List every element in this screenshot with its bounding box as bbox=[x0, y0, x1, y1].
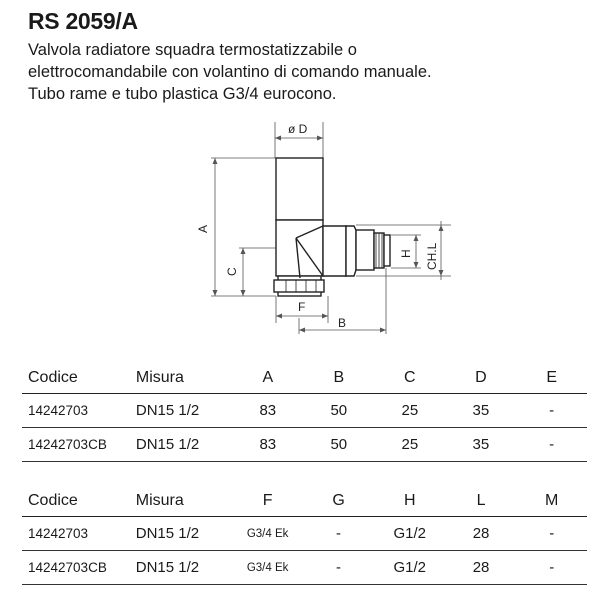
cell-a: 83 bbox=[232, 428, 303, 462]
cell-misura: DN15 1/2 bbox=[136, 428, 232, 462]
cell-g: - bbox=[303, 517, 373, 551]
header-c: C bbox=[374, 363, 445, 394]
header-f: F bbox=[232, 486, 303, 517]
header-d: D bbox=[445, 363, 516, 394]
table-row bbox=[22, 428, 587, 462]
cell-l: 28 bbox=[446, 551, 517, 585]
description-line: Tubo rame e tubo plastica G3/4 eurocono. bbox=[28, 85, 337, 103]
header-codice: Codice bbox=[22, 486, 136, 517]
dimension-a-label: A bbox=[196, 224, 210, 233]
table-header-row bbox=[22, 363, 587, 394]
cell-misura: DN15 1/2 bbox=[136, 551, 232, 585]
cell-codice: 14242703CB bbox=[22, 428, 136, 462]
cell-e: - bbox=[516, 394, 587, 428]
cell-misura: DN15 1/2 bbox=[136, 394, 232, 428]
table-header-row bbox=[22, 486, 587, 517]
header-m: M bbox=[516, 486, 587, 517]
dimensions-table-1 bbox=[22, 363, 587, 462]
dimensions-table-2 bbox=[22, 486, 587, 585]
cell-m: - bbox=[516, 551, 587, 585]
dimension-b-label: B bbox=[338, 316, 347, 330]
header-l: L bbox=[446, 486, 517, 517]
header-misura: Misura bbox=[136, 486, 232, 517]
header-misura: Misura bbox=[136, 363, 232, 394]
description-line: Valvola radiatore squadra termostatizzabile o bbox=[28, 41, 357, 59]
cell-e: - bbox=[516, 428, 587, 462]
cell-b: 50 bbox=[303, 394, 374, 428]
product-code-title: RS 2059/A bbox=[28, 8, 138, 34]
header-g: G bbox=[303, 486, 373, 517]
cell-f: G3/4 Ek bbox=[232, 517, 303, 551]
cell-c: 25 bbox=[374, 428, 445, 462]
cell-c: 25 bbox=[374, 394, 445, 428]
cell-h: G1/2 bbox=[374, 517, 446, 551]
cell-g: - bbox=[303, 551, 373, 585]
dimension-f-label: F bbox=[298, 300, 306, 314]
dimension-chl-label: CH.L bbox=[425, 242, 439, 270]
cell-codice: 14242703 bbox=[22, 517, 136, 551]
dimension-h-label: H bbox=[399, 249, 413, 258]
product-description bbox=[28, 39, 588, 105]
header-h: H bbox=[374, 486, 446, 517]
cell-f: G3/4 Ek bbox=[232, 551, 303, 585]
cell-a: 83 bbox=[232, 394, 303, 428]
cell-d: 35 bbox=[445, 428, 516, 462]
header-e: E bbox=[516, 363, 587, 394]
table-row bbox=[22, 551, 587, 585]
cell-d: 35 bbox=[445, 394, 516, 428]
cell-codice: 14242703CB bbox=[22, 551, 136, 585]
header-codice: Codice bbox=[22, 363, 136, 394]
table-row bbox=[22, 394, 587, 428]
cell-codice: 14242703 bbox=[22, 394, 136, 428]
header-a: A bbox=[232, 363, 303, 394]
header-b: B bbox=[303, 363, 374, 394]
cell-m: - bbox=[516, 517, 587, 551]
description-line: elettrocomandabile con volantino di comando manuale. bbox=[28, 63, 432, 81]
cell-l: 28 bbox=[446, 517, 517, 551]
cell-b: 50 bbox=[303, 428, 374, 462]
valve-technical-drawing bbox=[196, 118, 466, 348]
dimension-c-label: C bbox=[225, 267, 239, 276]
diameter-label: ø D bbox=[288, 122, 308, 136]
cell-h: G1/2 bbox=[374, 551, 446, 585]
cell-misura: DN15 1/2 bbox=[136, 517, 232, 551]
table-row bbox=[22, 517, 587, 551]
